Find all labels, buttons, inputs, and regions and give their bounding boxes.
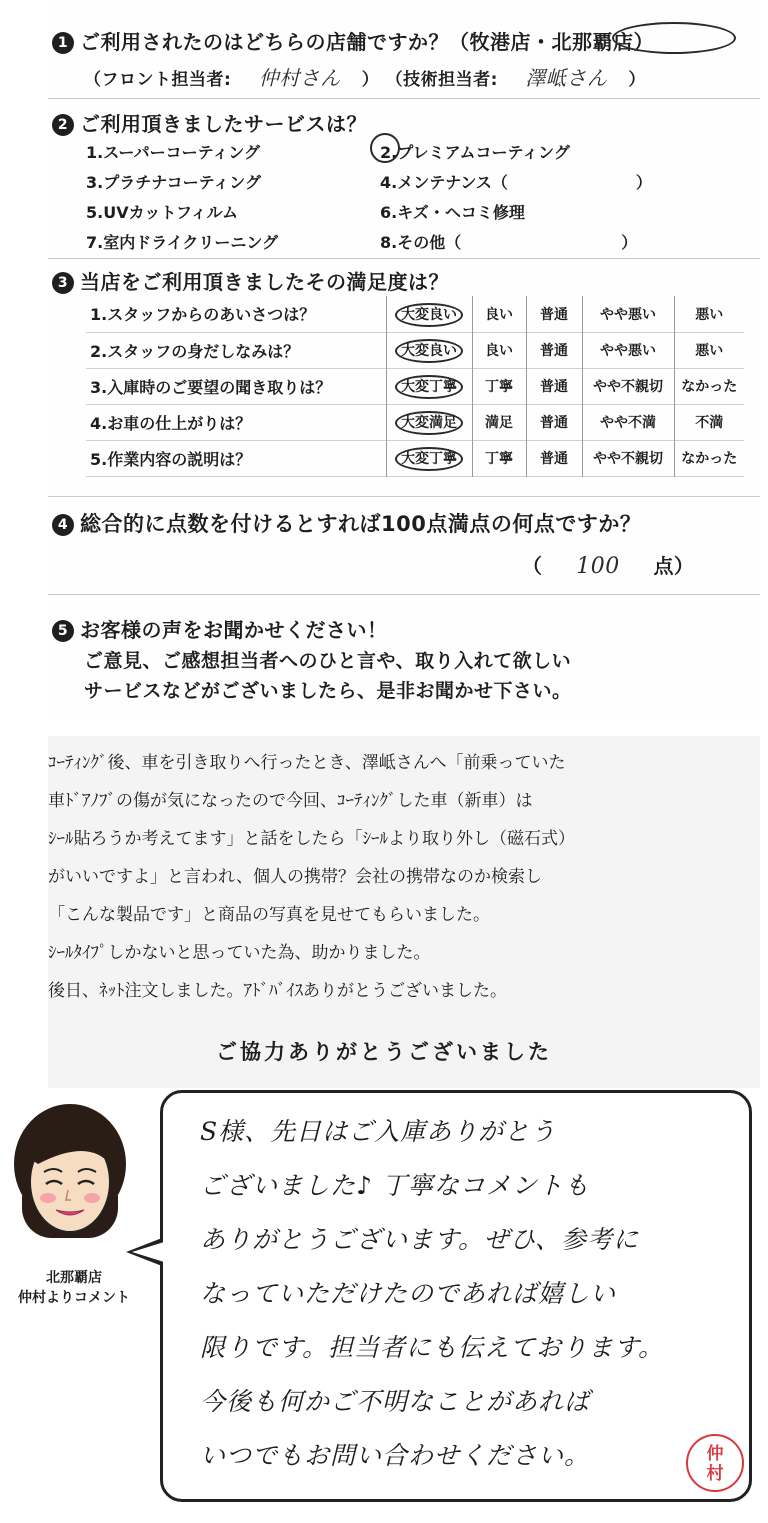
satisfaction-option-selected bbox=[386, 296, 472, 332]
q3-number: 3 bbox=[52, 272, 74, 294]
staff-store: 北那覇店 bbox=[46, 1270, 102, 1286]
q1-staff-line bbox=[84, 62, 646, 91]
satisfaction-question: 3.入庫時のご要望の聞き取りは？ bbox=[90, 377, 332, 397]
front-staff-label: （フロント担当者: bbox=[84, 70, 232, 90]
tech-staff-value: 澤岻さん bbox=[525, 66, 608, 90]
q3-heading bbox=[52, 266, 449, 295]
q1-question: ご利用されたのはどちらの店舗ですか？（牧港店・北那覇店） bbox=[80, 30, 654, 54]
satisfaction-option bbox=[582, 404, 674, 440]
q2-number: 2 bbox=[52, 114, 74, 136]
divider bbox=[48, 258, 760, 259]
satisfaction-option-label: 不満 bbox=[695, 415, 724, 431]
service-item: 2.プレミアムコーティング bbox=[380, 143, 570, 162]
q5-line-3: サービスなどがございましたら、是非お聞かせ下さい。 bbox=[84, 680, 572, 702]
tech-staff-label: （技術担当者: bbox=[385, 70, 498, 90]
satisfaction-table bbox=[86, 296, 744, 477]
q5-question: お客様の声をお聞かせください！ bbox=[80, 618, 388, 642]
satisfaction-option-label: なかった bbox=[681, 451, 738, 467]
store-selection-circle bbox=[612, 22, 736, 54]
customer-comment-line: 車ﾄﾞｱﾉﾌﾞの傷が気になったので今回、ｺｰﾃｨﾝｸﾞした車（新車）は bbox=[48, 791, 533, 811]
staff-caption bbox=[4, 1268, 144, 1308]
satisfaction-option bbox=[526, 404, 582, 440]
divider bbox=[48, 98, 760, 99]
reply-line: なっていただけたのであれば嬉しい bbox=[200, 1279, 617, 1308]
q2-question: ご利用頂きましたサービスは？ bbox=[80, 112, 367, 136]
satisfaction-option-selected bbox=[386, 332, 472, 368]
customer-comment-line: ｼｰﾙ貼ろうか考えてます」と話をしたら「ｼｰﾙより取り外し（磁石式） bbox=[48, 829, 575, 849]
satisfaction-option bbox=[674, 368, 744, 404]
satisfaction-option bbox=[674, 332, 744, 368]
satisfaction-option-label: 丁寧 bbox=[485, 451, 513, 467]
reply-line: 今後も何かご不明なことがあれば bbox=[200, 1387, 591, 1416]
reply-line: いつでもお問い合わせください。 bbox=[200, 1441, 591, 1470]
staff-avatar-illustration bbox=[8, 1098, 132, 1258]
satisfaction-option-label: やや不満 bbox=[600, 415, 656, 431]
q5-line-2: ご意見、ご感想担当者へのひと言や、取り入れて欲しい bbox=[84, 650, 572, 672]
satisfaction-option-label: 普通 bbox=[540, 343, 568, 359]
satisfaction-option-label: 普通 bbox=[540, 379, 568, 395]
tech-staff-close: ） bbox=[628, 70, 646, 90]
satisfaction-question: 2.スタッフの身だしなみは？ bbox=[90, 341, 300, 361]
satisfaction-option-label: 普通 bbox=[540, 451, 568, 467]
q5-heading bbox=[52, 614, 388, 643]
service-selection-circle bbox=[370, 133, 400, 163]
q2-heading bbox=[52, 108, 367, 137]
service-item: 6.キズ・ヘコミ修理 bbox=[380, 203, 525, 222]
satisfaction-option bbox=[674, 296, 744, 332]
satisfaction-option bbox=[526, 296, 582, 332]
satisfaction-option-label: 良い bbox=[485, 343, 513, 359]
satisfaction-option-label: 丁寧 bbox=[485, 379, 513, 395]
satisfaction-option-label: 大変満足 bbox=[395, 411, 463, 435]
satisfaction-question: 4.お車の仕上がりは？ bbox=[90, 413, 252, 433]
q1-number: 1 bbox=[52, 32, 74, 54]
q3-question: 当店をご利用頂きましたその満足度は？ bbox=[80, 270, 449, 294]
score-value: 100 bbox=[576, 554, 620, 579]
satisfaction-row bbox=[86, 332, 744, 368]
q4-number: 4 bbox=[52, 514, 74, 536]
satisfaction-row bbox=[86, 296, 744, 332]
customer-comment-line: 後日、ﾈｯﾄ注文しました。ｱﾄﾞﾊﾞｲｽありがとうございました。 bbox=[48, 981, 507, 1001]
satisfaction-option-selected bbox=[386, 440, 472, 476]
stamp-char: 村 bbox=[706, 1464, 724, 1484]
divider bbox=[48, 594, 760, 595]
reply-line: S様、先日はご入庫ありがとう bbox=[200, 1117, 557, 1146]
reply-line: ありがとうございます。ぜひ、参考に bbox=[200, 1225, 640, 1254]
satisfaction-option-label: やや不親切 bbox=[593, 451, 663, 467]
satisfaction-option bbox=[472, 296, 526, 332]
satisfaction-option-label: なかった bbox=[681, 379, 738, 395]
service-item: 5.UVカットフィルム bbox=[86, 203, 239, 222]
staff-name: 仲村よりコメント bbox=[18, 1290, 130, 1306]
satisfaction-row bbox=[86, 368, 744, 404]
satisfaction-question: 5.作業内容の説明は？ bbox=[90, 449, 252, 469]
satisfaction-option bbox=[582, 368, 674, 404]
satisfaction-option-label: 満足 bbox=[485, 415, 513, 431]
customer-comment-line: ｺｰﾃｨﾝｸﾞ後、車を引き取りへ行ったとき、澤岻さんへ「前乗っていた bbox=[48, 753, 566, 773]
satisfaction-option bbox=[582, 296, 674, 332]
satisfaction-option bbox=[674, 404, 744, 440]
satisfaction-option-label: やや不親切 bbox=[593, 379, 663, 395]
thanks-message: ご協力ありがとうございました bbox=[216, 1040, 552, 1064]
satisfaction-option bbox=[674, 440, 744, 476]
satisfaction-option bbox=[582, 440, 674, 476]
customer-comment-line: がいいですよ」と言われ、個人の携帯？会社の携帯なのか検索し bbox=[48, 867, 543, 887]
satisfaction-option-label: やや悪い bbox=[600, 343, 656, 359]
service-item: 7.室内ドライクリーニング bbox=[86, 233, 279, 252]
satisfaction-question: 1.スタッフからのあいさつは？ bbox=[90, 305, 316, 325]
stamp-char: 仲 bbox=[706, 1444, 724, 1464]
speech-bubble-tail-inner bbox=[132, 1242, 164, 1262]
satisfaction-option-selected bbox=[386, 404, 472, 440]
service-item: 1.スーパーコーティング bbox=[86, 143, 261, 162]
customer-comment-line: ｼｰﾙﾀｲﾌﾟしかないと思っていた為、助かりました。 bbox=[48, 943, 431, 963]
q4-question: 総合的に点数を付けるとすれば100点満点の何点ですか？ bbox=[80, 512, 642, 536]
satisfaction-option bbox=[526, 440, 582, 476]
satisfaction-option-label: 悪い bbox=[695, 343, 724, 359]
divider bbox=[48, 496, 760, 497]
q5-number: 5 bbox=[52, 620, 74, 642]
satisfaction-option-label: 大変良い bbox=[395, 303, 463, 327]
reply-line: ございました♪ 丁寧なコメントも bbox=[200, 1171, 590, 1200]
satisfaction-option-label: 大変良い bbox=[395, 339, 463, 363]
satisfaction-option-label: 悪い bbox=[695, 306, 724, 323]
satisfaction-option bbox=[526, 332, 582, 368]
q1-heading bbox=[52, 26, 654, 55]
satisfaction-row bbox=[86, 404, 744, 440]
satisfaction-option bbox=[472, 332, 526, 368]
q4-heading bbox=[52, 508, 641, 538]
satisfaction-option-label: 大変丁寧 bbox=[395, 375, 463, 399]
reply-line: 限りです。担当者にも伝えております。 bbox=[200, 1333, 665, 1362]
satisfaction-option-label: やや悪い bbox=[600, 306, 656, 323]
satisfaction-option bbox=[472, 440, 526, 476]
satisfaction-option-label: 普通 bbox=[540, 415, 568, 431]
score-open: （ bbox=[522, 554, 543, 578]
satisfaction-option-label: 良い bbox=[485, 306, 513, 323]
score-line bbox=[522, 550, 694, 579]
satisfaction-option-label: 普通 bbox=[540, 306, 568, 323]
score-unit: 点） bbox=[653, 554, 695, 578]
satisfaction-option bbox=[582, 332, 674, 368]
satisfaction-option-selected bbox=[386, 368, 472, 404]
name-seal-stamp bbox=[686, 1434, 744, 1492]
front-staff-value: 仲村さん bbox=[258, 66, 341, 90]
satisfaction-option bbox=[472, 404, 526, 440]
service-item: 4.メンテナンス（ ） bbox=[380, 173, 652, 192]
service-item: 3.プラチナコーティング bbox=[86, 173, 261, 192]
satisfaction-option bbox=[472, 368, 526, 404]
customer-comment-line: 「こんな製品です」と商品の写真を見せてもらいました。 bbox=[48, 905, 490, 925]
satisfaction-option-label: 大変丁寧 bbox=[395, 447, 463, 471]
satisfaction-row bbox=[86, 440, 744, 476]
satisfaction-option bbox=[526, 368, 582, 404]
front-staff-close: ） bbox=[361, 70, 380, 90]
service-item: 8.その他（ ） bbox=[380, 233, 638, 252]
